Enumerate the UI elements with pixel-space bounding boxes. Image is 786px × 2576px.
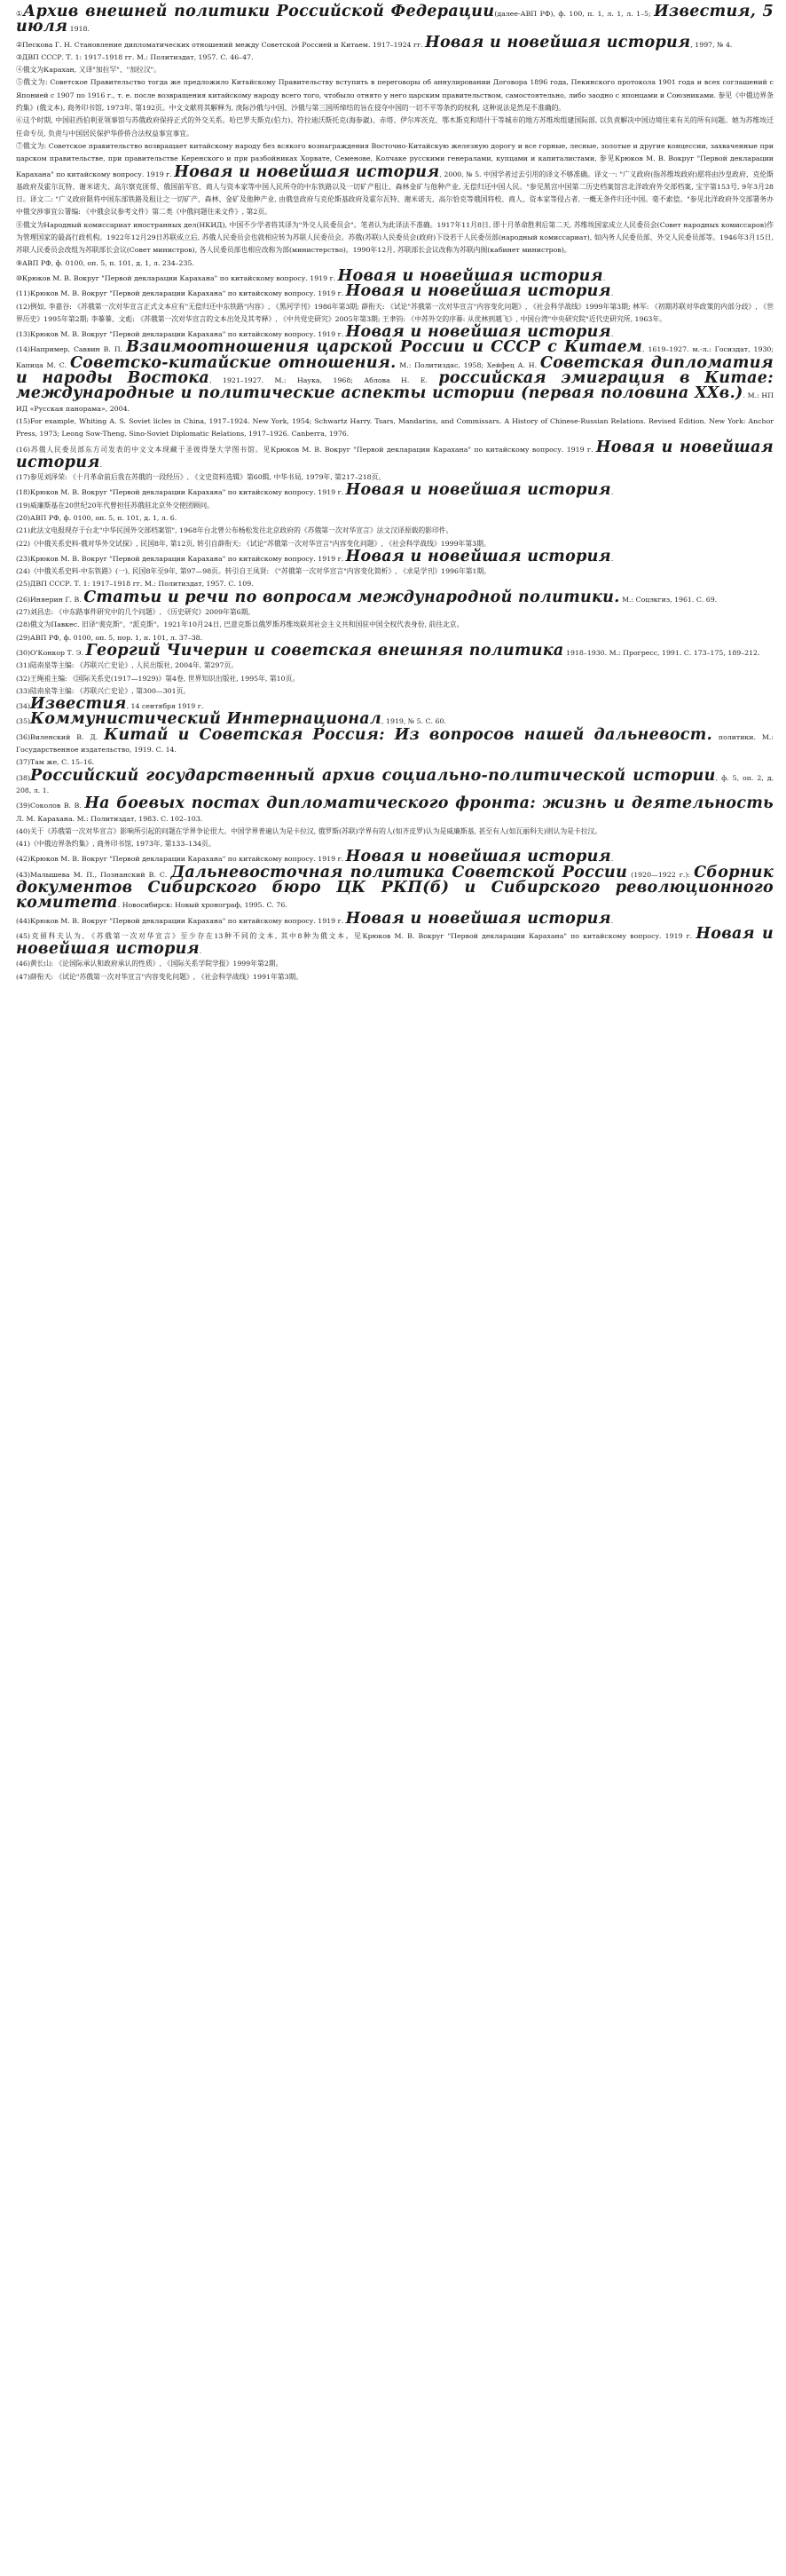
footnote: [12, 500, 774, 512]
footnote-title-text: Статьи и речи по вопросам международной политики.: [83, 588, 620, 606]
footnote: [12, 140, 774, 219]
footnote-text: (47)薛衔天: 《试论"苏俄第一次对华宣言"内容变化问题》, 《社会科学战线》1991年第3期。: [16, 972, 303, 981]
footnote-title-text: Сборник документов Сибирского бюро ЦК РКП(б) и Сибирского революционного комитета: [16, 863, 774, 913]
footnote-text: (27)刘昌忠: 《中东路事件研究中的几个问题》, 《历史研究》2009年第6期。: [16, 608, 255, 617]
footnote-text: (41)《中俄边界条约集》, 商务印书馆, 1973年, 第133–134页。: [16, 840, 216, 849]
footnote-title-text: Новая и новейшая история: [337, 266, 603, 285]
footnote-title-text: Новая и новейшая история: [345, 909, 611, 928]
footnote-text: (40)关于《苏俄第一次对华宣言》影响所引起的问题在学界争论很大。中国学界普遍认为是卡拉汉, 俄罗斯(苏联)学界有的人(如齐皮罗)认为是威廉斯基, 甚至有人(如瓦丽科夫)则认为是卡拉汉。: [16, 826, 602, 835]
footnote: [12, 673, 774, 685]
footnote-text: (13)Крюков М. В. Вокруг "Первой декларации Карахана" по китайскому вопросу. 1919 г.: [16, 330, 346, 339]
footnote-text: .: [99, 460, 103, 469]
footnote: [12, 660, 774, 672]
footnote-text: (34): [16, 702, 31, 711]
footnote-text: . Новосибирск: Новый хронограф, 1995. С. 76.: [117, 901, 287, 910]
footnote-title-text: Китай и Советская Россия: Из вопросов нашей дальневост.: [104, 725, 712, 744]
footnote-title-text: Новая и новейшая история: [345, 481, 611, 500]
footnote: [12, 565, 774, 578]
footnote-text: (23)Крюков М. В. Вокруг "Первой декларации Карахана" по китайскому вопросу. 1919 г.: [16, 554, 346, 563]
footnote-title-text: Взаимоотношения царской России и СССР с Китаем: [126, 338, 643, 357]
footnote-text: , 14 сентября 1919 г.: [126, 702, 204, 711]
footnote-text: М.: Соцэкгиз, 1961. С. 69.: [619, 595, 718, 604]
footnote-text: . М.: НП ИД «Русская панорама», 2004.: [16, 391, 774, 413]
footnote-text: ③ДВП СССР. Т. 1: 1917–1918 гг. М.: Политиздат, 1957. С. 46–47.: [16, 52, 254, 61]
footnote-text: (44)Крюков М. В. Вокруг "Первой декларации Карахана" по китайскому вопросу. 1919 г.: [16, 916, 346, 925]
footnote: [12, 863, 774, 913]
footnote-text: (24)《中俄关系史料·中东铁路》(一), 民国8年至9年, 第97—98页。转引自王凤贤: 《"苏俄第一次对华宣言"内容变化简析》, 《求是学刊》1996年第1期。: [16, 567, 491, 576]
footnote: [12, 909, 774, 928]
footnote-title-text: На боевых постах дипломатического фронта: жизнь и деятельность: [84, 794, 774, 813]
footnote-text: .: [610, 855, 614, 864]
footnote-title-text: Новая и новейшая история: [174, 162, 440, 181]
footnote-text: , 1997, № 4.: [690, 40, 733, 49]
footnote-text: ⑧俄文为Народный комиссариат иностранных дел(НКИД), 中国不少学者将其译为"外交人民委员会"。笔者认为此译法不准确。1917年11月8日, 即十月革命胜利后第二天, 苏维埃国家成立人民委员会(Совет народных комиссаров)作为管理国家的最高行政机构。1922年12月29日苏联成立后, 苏俄人民委员会也就相应转为苏联人民委员会。苏俄(苏联)人民委员会(政府)下设若干人民委员部(народный комиссариат), 如内务人民委员部、外交人民委员部等。1946年3月15日, 苏联人民委员会改组为苏联部长会议(Совет министров), 各人民委员部也相应改称为部(министерство)。1990年12月, 苏联部长会议改称为苏联内阁(кабинет министров)。: [16, 220, 774, 255]
footnote-title-text: Новая и новейшая история: [345, 547, 611, 565]
footnote-text: (28)俄文为Павкес. 旧译"裴克斯"、"派克斯"。1921年10月24日, 巴意克斯以俄罗斯苏维埃联邦社会主义共和国驻中国全权代表身份, 前往北京。: [16, 620, 464, 629]
footnote-title-text: Новая и новейшая история: [16, 438, 774, 471]
footnote-text: (30)О'Конкор Т. Э.: [16, 648, 86, 657]
footnote-text: , 1619–1927. м.-л.: Госиздат, 1930; Капица М. С.: [16, 345, 774, 369]
footnote: [12, 641, 774, 660]
footnote-text: ①: [16, 10, 24, 18]
footnote-text: ⑤俄文为: Советское Правительство тогда же предложило Китайскому Правительству вступить в переговоры об аннулировании Договора 1896 года, Пекинского протокола 1901 года и всех соглашений с Японией с 1907 по 1916 г., т. е. после возвращения китайскому народу всего того, чтобыло отнято у него царским правительством, самостоятельно, либо заодно с японцами и Союзниками. 参见《中俄边界条约集》(俄文本), 商务印书馆, 1973年, 第192页。中文文献将其解释为, 庚际沙俄与中国、沙俄与第三国所缔结的旨在侵夺中国的一切不平等条约的权利, 这种说法是然是不准确的。: [16, 78, 774, 113]
footnote-text: (25)ДВП СССР. Т. 1: 1917–1918 гг. М.: Политиздат, 1957. С. 109.: [16, 580, 254, 589]
footnote-text: (37)Там же, С. 15–16.: [16, 758, 95, 767]
footnote-text: , 1919, № 5. С. 60.: [381, 717, 446, 726]
footnote: [12, 606, 774, 619]
footnote-text: (далее-АВП РФ), ф. 100, п. 1, л. 1, л. 1–5;: [494, 10, 655, 18]
footnote: [12, 76, 774, 115]
footnote-text: (39)Соколов В. В.: [16, 802, 85, 810]
footnote-text: ⑥这个时期, 中国驻西伯利亚领事馆与苏俄政府保持正式的外交关系。哈巴罗夫斯克(伯力)、符拉迪沃斯托克(海参崴)、赤塔、伊尔库茨克、鄂木斯克和塔什干等城市的地方苏维埃组建国际部, 以负责解决中国边境往来有关的所有问题。她为苏维埃迁任命专员, 负责与中国居民保护华侨侨合法权益事宜事宜。: [16, 116, 774, 138]
footnote-text: 1918–1930. М.: Прогресс, 1991. С. 173–175, 189–212.: [563, 648, 760, 657]
footnote-text: ⑨АВП РФ, ф. 0100, оп. 5, п. 101, д. 1, л. 234–235.: [16, 258, 194, 267]
footnote: [12, 338, 774, 415]
footnote-title-text: Новая и новейшая история: [425, 33, 691, 51]
footnote-text: Л. М. Карахана. М.: Политиздат, 1983. С. 102–103.: [16, 814, 203, 823]
footnote: [12, 547, 774, 565]
footnote: [12, 33, 774, 51]
footnote-text: ⑩Крюков М. В. Вокруг "Первой декларации Карахана" по китайскому вопросу. 1919 г.: [16, 273, 338, 282]
footnote: [12, 481, 774, 500]
footnote-text: ④俄文为Карахан, 又译"加拉罕"、"加拉汉"。: [16, 66, 161, 75]
footnote-text: ⑦俄文为: Советское правительство возвращает китайскому народу без всякого вознаграждения Восточно-Китайскую железную дорогу и все горные, лесные, золотые и другие концессии, захваченные при царском правительстве, при правительстве Керенского и при разбойниках Хорвате, Семенове, Колчаке русскими генералами, купцами и капиталистами, 参见Крюков М. В. Вокруг "Первой декларации Карахана" по китайскому вопросу. 1919 г.: [16, 141, 774, 178]
footnote: [12, 219, 774, 257]
footnote-text: (35): [16, 717, 31, 726]
footnote-text: (33)陆南泉等主编: 《苏联兴亡史论》, 第300—301页。: [16, 686, 191, 695]
footnote: [12, 64, 774, 76]
footnote: [12, 826, 774, 838]
footnote-title-text: Советская дипломатия и народы Востока: [16, 353, 774, 388]
footnote-text: (32)王绳祖主编: 《国际关系史(1917—1929)》第4卷, 世界知识出版社, 1995年, 第10页。: [16, 674, 300, 683]
footnote: [12, 766, 774, 798]
footnote-text: .: [610, 554, 614, 563]
footnote-text: (16)苏俄人民委员部东方司发表的中文文本现藏于圣彼得堡大学图书馆。见Крюков М. В. Вокруг "Первой декларации Карахана" по китайскому вопросу. 1919 г.: [16, 445, 596, 454]
footnote-text: , 2000, № 5. 中国学者过去引用的译文不够准确。译文一: "广义政府(指苏维埃政府)愿将由沙皇政府、克伦斯基政府及霍尔瓦特、谢米诺夫、高尔察克匪帮、俄国前军官、商人与资本家等中国人民所夺的中东铁路以及一切矿产租让、森林金矿与他种产业, 无偿归还中国人民。"参见黑宫中国第二历史档案馆宫北洋政府外交部档案, 宝字第153号, 9年3月28日。译文二: "广义政府限将中国东部铁路及租让之一切矿产、森林、金矿及他种产业, 由俄皇政府与克伦斯基政府及霍尔瓦特、谢米诺夫、高尔恰克等俄国将校、商人、资本家等侵占者, 一概无条件归还中国。毫不索偿。"参见北洋政府外交部署务办中俄交涉事宜公署编: 《中俄会议参考文件》第二类《中俄问题往来文件》, 第2页。: [16, 170, 774, 217]
footnote: [12, 924, 774, 959]
footnote-title-text: российская эмиграция в Китае: международные и политические аспекты истории (первая половина ХХв.): [16, 369, 774, 403]
footnote-text: (19)威廉斯基在20世纪20年代曾担任苏俄驻北京外交使团顾问。: [16, 501, 214, 510]
footnote-text: , 1921–1927. М.: Наука, 1968; Аблова Н. Е.: [209, 376, 439, 385]
footnote: [12, 5, 774, 36]
footnote: [12, 794, 774, 826]
footnote-title-text: Новая и новейшая история: [16, 924, 774, 959]
footnote-text: (29)АВП РФ, ф. 0100, оп. 5, пор. 1, п. 101, л. 37–38.: [16, 633, 203, 642]
footnote-title-text: Российский государственный архив социально-политической истории: [30, 766, 716, 785]
footnote-text: (36)Виленский В. Д.: [16, 732, 105, 741]
footnote-text: М.: Политиздас, 1958; Хейфец А. Н.: [396, 360, 540, 369]
footnote-text: (1920—1922 г.):: [627, 870, 695, 879]
footnote-text: (20)АВП РФ, ф. 0100, оп. 5, п. 101, д. 1, л. 6.: [16, 513, 177, 522]
footnote-title-text: Известия, 5 июля: [16, 3, 774, 36]
footnote-title-text: Известия: [30, 695, 127, 714]
footnote-text: (12)例如, 李嘉谷: 《苏俄第一次对华宣言正式文本应有"无偿归还中东铁路"内容》, 《黑河学刊》1986年第3期; 薛衔天: 《试论"苏俄第一次对华宣言"内容变化问题》, 《社会科学战线》1999年第3期; 林军: 《初期苏联对华政策的内部分歧》, 《世界历史》1995年第2期; 李蓁蓁、文彪: 《苏俄第一次对华宣言的文本出处及其考释》, 《中共党史研究》2005年第3期; 王聿钧: 《中苏外交的序幕: 从优林到越飞》, 中国台湾"中央研究院"近代史研究所, 1963年。: [16, 302, 774, 323]
footnote-text: (11)Крюков М. В. Вокруг "Первой декларации Карахана" по китайскому вопросу. 1919 г.: [16, 289, 346, 298]
footnote: [12, 51, 774, 64]
footnote: [12, 115, 774, 140]
footnote: [12, 958, 774, 970]
footnote-text: (38): [16, 773, 31, 782]
footnote-title-text: Новая и новейшая история: [345, 323, 611, 342]
footnote-text: (17)参见刘泽荣: 《十月革命前后我在苏俄的一段经历》, 《文史资料选辑》第60辑, 中华书局, 1979年, 第217–218页。: [16, 473, 386, 482]
footnote-title-text: Георгий Чичерин и советская внешняя политика: [85, 641, 564, 660]
footnote-title-text: Коммунистический Интернационал: [30, 710, 382, 729]
footnote-text: (22)《中俄关系史料·俄对华外交试探》, 民国8年, 第12页, 转引自薛衔天: 《试论"苏俄第一次对华宣言"内容变化问题》, 《社会科学战线》1999年第3期。: [16, 539, 491, 548]
footnote-text: .: [199, 947, 202, 956]
footnote-title-text: Советско-китайские отношения.: [69, 353, 397, 372]
footnote: [12, 971, 774, 984]
footnote-text: (46)黄长山: 《论国际承认和政府承认的性质》, 《国际关系学院学报》1999年第2期。: [16, 960, 283, 968]
footnote-text: политики. М.: Государственное издательство, 1919. С. 14.: [16, 732, 774, 755]
footnote: [12, 415, 774, 441]
footnote: [12, 282, 774, 301]
footnote-title-text: Архив внешней политики Российской Федерации: [23, 3, 495, 20]
footnote: [12, 438, 774, 472]
footnote-title-text: Дальневосточная политика Советской России: [170, 863, 628, 881]
footnote-text: (18)Крюков М. В. Вокруг "Первой декларации Карахана" по китайскому вопросу. 1919 г.: [16, 488, 346, 497]
footnote-text: , ф. 5, оп. 2, д. 208, л. 1.: [16, 773, 774, 794]
footnote: [12, 619, 774, 631]
footnote-text: .: [610, 289, 614, 298]
footnote-text: .: [602, 273, 606, 282]
footnote-text: 1918.: [67, 25, 90, 34]
footnote: [12, 725, 774, 757]
footnote-text: (21)此法文电报现存于台北"中华民国外交部档案馆", 1968年台北曾公布杨松发往北京政府的《苏俄第一次对华宣言》法文汉译原载的影印件。: [16, 526, 453, 535]
footnote-text: (26)Иняерин Г. В.: [16, 595, 84, 604]
footnote-text: (15)For example, Whiting A. S. Soviet licles in China, 1917–1924. New York, 1954; Schwartz Harry. Tsars, Mandarins, and Commissars. A History of Chinese-Russian Relations. Revised Edition. New York: Anchor Press, 1973; Leong Sow-Theng. Sino-Soviet Diplomatic Relations, 1917–1926. Canberra, 1976.: [16, 416, 774, 439]
footnote: [12, 512, 774, 525]
footnote-text: (43)Малышева М. П., Познанский В. С.: [16, 870, 171, 879]
footnote-text: (42)Крюков М. В. Вокруг "Первой декларации Карахана" по китайскому вопросу. 1919 г.: [16, 855, 346, 864]
footnote-text: ②Пескова Г. Н. Становление дипломатических отношений между Советской Россией и Китаем. 1917–1924 гг.: [16, 40, 426, 49]
footnote-text: .: [610, 488, 614, 497]
footnote-text: .: [610, 916, 614, 925]
footnote-text: (45)克留科夫认为, 《苏俄第一次对华宣言》至少存在13种不同的文本, 其中8种为俄文本。见Крюков М. В. Вокруг "Первой декларации Карахана" по китайскому вопросу. 1919 г.: [16, 931, 696, 940]
footnote-title-text: Новая и новейшая история: [345, 848, 611, 866]
footnote-text: (14)Например, Саввин В. П.: [16, 345, 127, 354]
footnote-text: .: [610, 330, 614, 339]
footnote: [12, 301, 774, 327]
footnote-title-text: Новая и новейшая история: [345, 282, 611, 301]
footnote-text: (31)陆南泉等主编: 《苏联兴亡史论》, 人民出版社, 2004年, 第297页。: [16, 661, 239, 670]
footnote: [12, 525, 774, 537]
footnote: [12, 588, 774, 606]
